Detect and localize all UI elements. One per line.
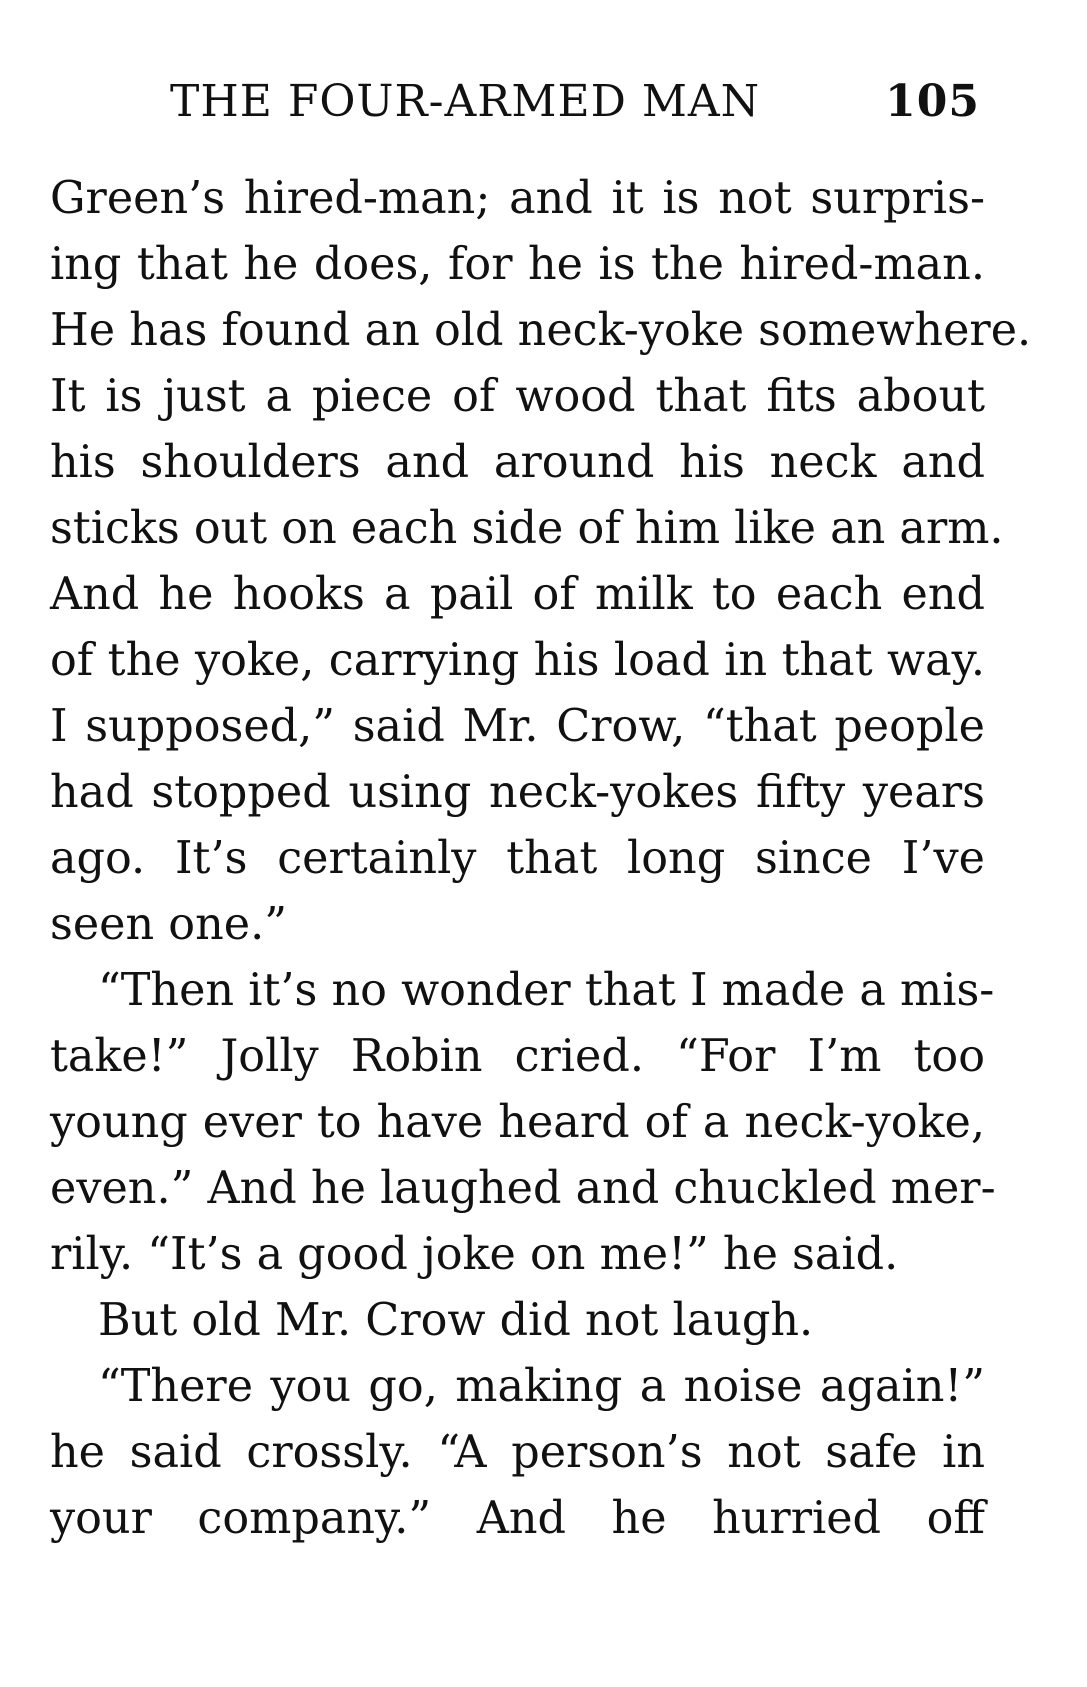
text-line: rily. “It’s a good joke on me!” he said. [50,1229,899,1280]
text-line: sticks out on each side of him like an arm. [50,503,1004,554]
text-line: he said crossly. “A person’s not safe in [50,1427,985,1478]
text-line: had stopped using neck-yokes fifty years [50,767,985,818]
text-line: even.” And he laughed and chuckled mer- [50,1163,996,1214]
text-line: “Then it’s no wonder that I made a mis- [98,965,995,1016]
text-line: his shoulders and around his neck and [50,437,985,488]
text-line: take!” Jolly Robin cried. “For I’m too [50,1031,985,1082]
text-line: ago. It’s certainly that long since I’ve [50,833,985,884]
running-head-title: THE FOUR-ARMED MAN [170,76,761,127]
body-text [50,166,1032,1552]
text-line: seen one.” [50,899,287,950]
text-line: ing that he does, for he is the hired-man. [50,239,985,290]
text-line: your company.” And he hurried off [50,1493,985,1544]
text-line: “There you go, making a noise again!” [98,1361,985,1412]
text-line: of the yoke, carrying his load in that way. [50,635,985,686]
text-line: But old Mr. Crow did not laugh. [98,1295,814,1346]
text-line: It is just a piece of wood that fits about [50,371,985,422]
text-line: young ever to have heard of a neck-yoke, [50,1097,985,1148]
text-line: He has found an old neck-yoke somewhere. [50,305,1032,356]
text-line: Green’s hired-man; and it is not surpris- [50,173,985,224]
page-number: 105 [885,76,980,127]
running-head [170,72,980,132]
text-line: I supposed,” said Mr. Crow, “that people [50,701,985,752]
text-line: And he hooks a pail of milk to each end [50,569,985,620]
